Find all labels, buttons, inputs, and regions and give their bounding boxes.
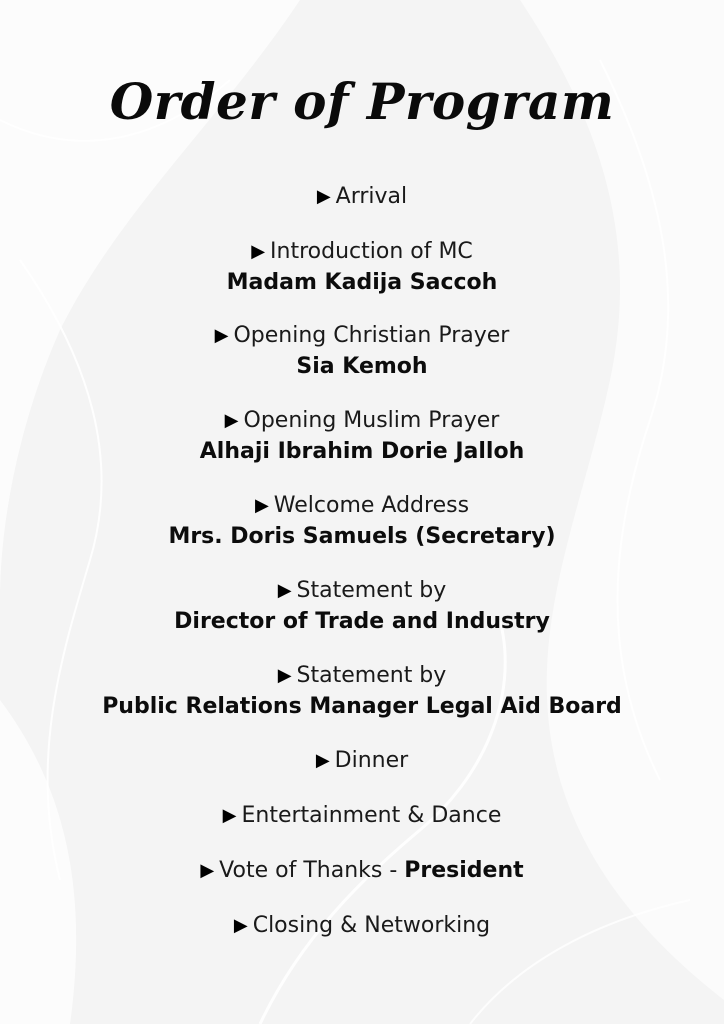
page-title: Order of Program (109, 72, 615, 131)
item-label: Welcome Address (273, 493, 470, 518)
play-arrow-icon: ▶ (277, 665, 292, 686)
item-label: Statement by (296, 578, 447, 603)
play-arrow-icon: ▶ (233, 915, 248, 936)
item-person: Sia Kemoh (296, 354, 428, 379)
program-item-statement-legal-aid (0, 661, 724, 722)
item-label: Vote of Thanks - (219, 858, 405, 883)
item-label: Introduction of MC (270, 239, 473, 264)
item-person: Alhaji Ibrahim Dorie Jalloh (199, 439, 525, 464)
item-label: Arrival (335, 184, 408, 209)
play-arrow-icon: ▶ (277, 580, 292, 601)
item-person: Director of Trade and Industry (174, 609, 550, 634)
program-item-introduction (0, 237, 724, 298)
play-arrow-icon: ▶ (315, 750, 330, 771)
item-person: President (404, 858, 524, 883)
program-item-statement-trade (0, 576, 724, 637)
play-arrow-icon: ▶ (200, 860, 215, 881)
play-arrow-icon: ▶ (254, 495, 269, 516)
item-person: Madam Kadija Saccoh (226, 270, 498, 295)
program-item-vote-of-thanks (0, 856, 724, 887)
item-label: Dinner (334, 748, 409, 773)
item-label: Statement by (296, 663, 447, 688)
program-item-muslim-prayer (0, 406, 724, 467)
play-arrow-icon: ▶ (251, 241, 266, 262)
item-label: Closing & Networking (252, 913, 491, 938)
item-label: Entertainment & Dance (241, 803, 502, 828)
item-person: Mrs. Doris Samuels (Secretary) (168, 524, 556, 549)
play-arrow-icon: ▶ (224, 410, 239, 431)
program-item-arrival (0, 182, 724, 213)
program-item-christian-prayer (0, 321, 724, 382)
program-item-closing (0, 911, 724, 942)
program-item-welcome-address (0, 491, 724, 552)
program-item-entertainment (0, 801, 724, 832)
item-label: Opening Muslim Prayer (243, 408, 500, 433)
program-item-dinner (0, 746, 724, 777)
item-label: Opening Christian Prayer (233, 323, 510, 348)
play-arrow-icon: ▶ (214, 325, 229, 346)
item-person: Public Relations Manager Legal Aid Board (102, 694, 622, 719)
play-arrow-icon: ▶ (222, 805, 237, 826)
play-arrow-icon: ▶ (316, 186, 331, 207)
